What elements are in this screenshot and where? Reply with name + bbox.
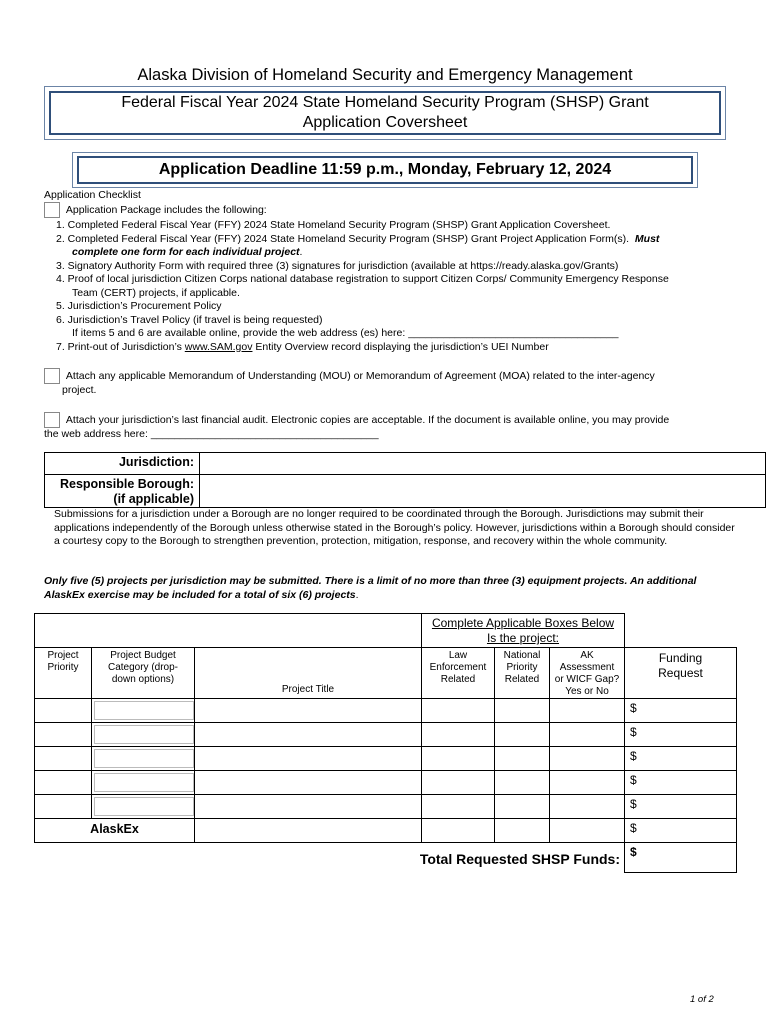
title-cell[interactable] — [195, 699, 422, 723]
checklist-item-2 — [56, 233, 756, 247]
item2-emphasis: complete one form for each individual project — [72, 246, 300, 258]
checklist-item-4: 4. Proof of local jurisdiction Citizen Corps national database registration to support Citizen Corps/ Community Emergency Response — [56, 273, 669, 285]
national-cell[interactable] — [495, 771, 550, 795]
borough-field[interactable] — [200, 475, 765, 507]
law-cell[interactable] — [422, 723, 495, 747]
table-row — [35, 723, 737, 747]
title-cell[interactable] — [195, 795, 422, 819]
col-ak-header: AK Assessment or WICF Gap? Yes or No — [550, 648, 625, 699]
item7-text-b: Entity Overview record displaying the jurisdiction’s UEI Number — [252, 340, 549, 353]
funding-cell[interactable]: $ — [625, 747, 737, 771]
limit-note — [44, 575, 734, 602]
ak-cell[interactable] — [550, 771, 625, 795]
priority-cell[interactable] — [35, 771, 92, 795]
funding-cell[interactable]: $ — [625, 699, 737, 723]
package-label: Application Package includes the following: — [65, 203, 267, 216]
col-funding-header: Funding Request — [625, 648, 737, 699]
priority-cell[interactable] — [35, 747, 92, 771]
ak-cell[interactable] — [550, 723, 625, 747]
col-category-header: Project Budget Category (drop-down options) — [92, 648, 195, 699]
national-cell[interactable] — [495, 795, 550, 819]
law-cell[interactable] — [422, 699, 495, 723]
limit-note-period: . — [355, 588, 359, 601]
checklist-item-4-cont: Team (CERT) projects, if applicable. — [72, 286, 240, 299]
funding-header-top — [625, 614, 737, 648]
submission-note: Submissions for a jurisdiction under a Borough are no longer required to be coordinated through the Borough. Jurisdictions may submit their applications independently of the Borough unless otherwise stated in the Borough’s policy. However, jurisdictions within a Borough should consider a courtesy copy to the Borough to strengthen prevention, protection, mitigation, response, and recovery within the whole community. — [54, 508, 735, 547]
col-national-header: National Priority Related — [495, 648, 550, 699]
title-box — [44, 86, 726, 140]
mou-text-cont: project. — [62, 384, 97, 396]
title-cell[interactable] — [195, 747, 422, 771]
checklist-item-2-cont — [56, 246, 756, 260]
checklist-items — [56, 219, 756, 354]
borough-label — [45, 475, 200, 507]
limit-note-text: Only five (5) projects per jurisdiction may be submitted. There is a limit of no more than three (3) equipment projects. An additional AlaskEx exercise may be included for a total of six (6) projects — [44, 575, 697, 601]
law-cell[interactable] — [422, 771, 495, 795]
law-cell[interactable] — [422, 795, 495, 819]
item2-must: Must — [634, 232, 660, 245]
jurisdiction-table — [44, 452, 766, 508]
table-row — [35, 699, 737, 723]
ak-cell[interactable] — [550, 699, 625, 723]
table-row — [35, 747, 737, 771]
jurisdiction-label: Jurisdiction: — [45, 453, 200, 474]
checklist-heading: Application Checklist — [44, 189, 141, 201]
group-header — [422, 614, 625, 648]
priority-cell[interactable] — [35, 699, 92, 723]
item2-period: . — [299, 246, 303, 258]
audit-checkbox[interactable] — [44, 412, 60, 428]
title-cell[interactable] — [195, 819, 422, 843]
national-cell[interactable] — [495, 699, 550, 723]
deadline-box — [72, 152, 698, 188]
ak-cell[interactable] — [550, 819, 625, 843]
checklist-item-1: 1. Completed Federal Fiscal Year (FFY) 2024 State Homeland Security Program (SHSP) Grant Application Coversheet. — [56, 219, 611, 231]
agency-title: Alaska Division of Homeland Security and Emergency Management — [137, 66, 633, 84]
category-cell — [92, 723, 195, 747]
category-cell — [92, 747, 195, 771]
audit-text: Attach your jurisdiction’s last financial audit. Electronic copies are acceptable. If the document is available online, you may provide — [65, 413, 670, 426]
category-cell — [92, 771, 195, 795]
funding-cell[interactable]: $ — [625, 771, 737, 795]
priority-cell[interactable] — [35, 795, 92, 819]
mou-text: Attach any applicable Memorandum of Understanding (MOU) or Memorandum of Agreement (MOA) related to the inter-agency — [65, 369, 655, 382]
category-dropdown[interactable] — [94, 797, 194, 816]
form-title-line1: Federal Fiscal Year 2024 State Homeland Security Program (SHSP) Grant — [121, 94, 649, 111]
item7-text-a: 7. Print-out of Jurisdiction’s — [56, 340, 185, 353]
category-cell — [92, 699, 195, 723]
form-title-line2: Application Coversheet — [302, 114, 468, 131]
funding-cell[interactable]: $ — [625, 723, 737, 747]
col-title-header: Project Title — [195, 648, 422, 699]
title-cell[interactable] — [195, 771, 422, 795]
col-law-header: Law Enforcement Related — [422, 648, 495, 699]
checklist-item-7 — [56, 341, 756, 355]
category-dropdown[interactable] — [94, 701, 194, 720]
national-cell[interactable] — [495, 747, 550, 771]
ak-cell[interactable] — [550, 795, 625, 819]
funding-cell[interactable]: $ — [625, 819, 737, 843]
checklist-item-6-web: If items 5 and 6 are available online, provide the web address (es) here: ____________________________________ — [72, 327, 619, 339]
audit-web-address: the web address here: _______________________________________ — [44, 428, 379, 440]
mou-checkbox[interactable] — [44, 368, 60, 384]
total-funding-cell[interactable]: $ — [625, 843, 737, 873]
checklist-item-3: 3. Signatory Authority Form with required three (3) signatures for jurisdiction (available at https://ready.alaska.gov/Grants) — [56, 259, 619, 272]
deadline-text: Application Deadline 11:59 p.m., Monday, February 12, 2024 — [77, 156, 693, 184]
checklist-item-5: 5. Jurisdiction’s Procurement Policy — [56, 300, 222, 312]
jurisdiction-field[interactable] — [200, 453, 765, 474]
category-dropdown[interactable] — [94, 725, 194, 744]
priority-cell[interactable] — [35, 723, 92, 747]
law-cell[interactable] — [422, 819, 495, 843]
project-table — [34, 613, 737, 873]
checklist-item-6: 6. Jurisdiction’s Travel Policy (if travel is being requested) — [56, 313, 323, 326]
group-header-line1: Complete Applicable Boxes Below — [431, 616, 615, 630]
col-priority-header: Project Priority — [35, 648, 92, 699]
total-label: Total Requested SHSP Funds: — [35, 843, 625, 873]
table-row — [35, 771, 737, 795]
funding-cell[interactable]: $ — [625, 795, 737, 819]
item2-text: 2. Completed Federal Fiscal Year (FFY) 2024 State Homeland Security Program (SHSP) Grant Project Application Form(s). — [56, 232, 630, 245]
title-cell[interactable] — [195, 723, 422, 747]
law-cell[interactable] — [422, 747, 495, 771]
table-row — [35, 795, 737, 819]
package-checkbox[interactable] — [44, 202, 60, 218]
category-dropdown[interactable] — [94, 773, 194, 792]
table-corner — [35, 614, 422, 648]
borough-label-line2: (if applicable) — [113, 492, 194, 506]
sam-gov-link[interactable]: www.SAM.gov — [184, 340, 253, 353]
alaskex-row — [35, 819, 737, 843]
group-header-line2: Is the project: — [486, 631, 560, 645]
national-cell[interactable] — [495, 723, 550, 747]
ak-cell[interactable] — [550, 747, 625, 771]
alaskex-label: AlaskEx — [35, 819, 195, 843]
category-cell — [92, 795, 195, 819]
borough-label-line1: Responsible Borough: — [59, 477, 194, 491]
national-cell[interactable] — [495, 819, 550, 843]
category-dropdown[interactable] — [94, 749, 194, 768]
page-number: 1 of 2 — [690, 994, 714, 1005]
